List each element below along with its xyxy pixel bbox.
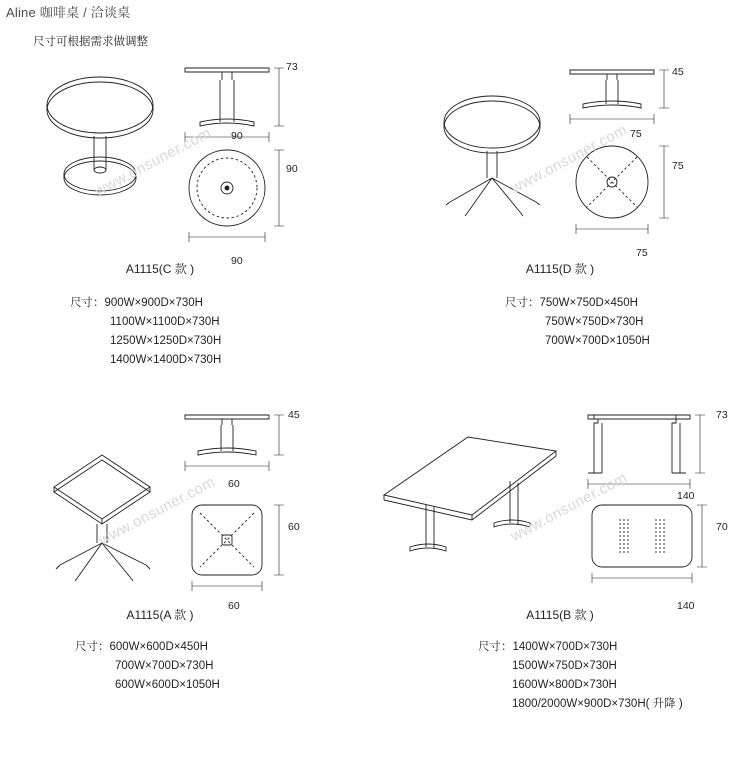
- adjust-note: 尺寸可根据需求做调整: [33, 36, 148, 48]
- dim-c-plan-width: 90: [231, 255, 243, 267]
- dim-b-base-width: 140: [677, 490, 695, 502]
- caption-product-c: A1115(C 款 ): [125, 262, 195, 276]
- dim-b-plan-height: 70: [716, 521, 728, 533]
- specs-product-d: [505, 294, 650, 351]
- dim-b-height: 73: [716, 409, 728, 421]
- spec-label-b: 尺寸：: [478, 641, 513, 653]
- dim-d-plan-height: 75: [672, 160, 684, 172]
- watermark: www.onsuner.com: [508, 121, 631, 198]
- specs-product-c: [70, 294, 221, 370]
- drawing-product-a: [20, 395, 310, 675]
- spec-d-0: 750W×750D×450H: [539, 297, 638, 309]
- dim-b-plan-width: 140: [677, 600, 695, 612]
- spec-label-c: 尺寸：: [70, 297, 105, 309]
- dim-d-base-width: 75: [630, 128, 642, 140]
- dim-d-plan-width: 75: [636, 247, 648, 259]
- spec-b-1: 1500W×750D×730H: [512, 660, 617, 672]
- spec-b-2: 1600W×800D×730H: [512, 679, 617, 691]
- watermark: www.onsuner.com: [508, 469, 631, 546]
- caption-product-d: A1115(D 款 ): [525, 262, 595, 276]
- spec-c-0: 900W×900D×730H: [104, 297, 203, 309]
- dim-a-base-width: 60: [228, 478, 240, 490]
- dim-c-plan-height: 90: [286, 163, 298, 175]
- dim-a-plan-width: 60: [228, 600, 240, 612]
- watermark: www.onsuner.com: [96, 473, 219, 550]
- dim-c-base-width: 90: [231, 130, 243, 142]
- dim-a-plan-height: 60: [288, 521, 300, 533]
- dim-a-height: 45: [288, 409, 300, 421]
- spec-label-a: 尺寸：: [75, 641, 110, 653]
- spec-a-0: 600W×600D×450H: [109, 641, 208, 653]
- spec-b-3: 1800/2000W×900D×730H( 升降 ): [512, 698, 683, 710]
- dim-c-height: 73: [286, 61, 298, 73]
- page-title: Aline 咖啡桌 / 洽谈桌: [6, 5, 131, 20]
- specs-product-a: [75, 638, 220, 695]
- caption-product-a: A1115(A 款 ): [126, 608, 194, 622]
- spec-a-2: 600W×600D×1050H: [115, 679, 220, 691]
- spec-d-2: 700W×700D×1050H: [545, 335, 650, 347]
- drawing-product-b: [370, 395, 710, 625]
- spec-a-1: 700W×700D×730H: [115, 660, 214, 672]
- spec-b-0: 1400W×700D×730H: [512, 641, 618, 653]
- spec-c-2: 1250W×1250D×730H: [110, 335, 222, 347]
- dim-d-height: 45: [672, 66, 684, 78]
- caption-product-b: A1115(B 款 ): [526, 608, 594, 622]
- specs-product-b: [478, 638, 683, 714]
- spec-c-3: 1400W×1400D×730H: [110, 354, 222, 366]
- watermark: www.onsuner.com: [92, 124, 215, 201]
- spec-d-1: 750W×750D×730H: [545, 316, 644, 328]
- spec-label-d: 尺寸：: [505, 297, 540, 309]
- spec-c-1: 1100W×1100D×730H: [110, 316, 220, 328]
